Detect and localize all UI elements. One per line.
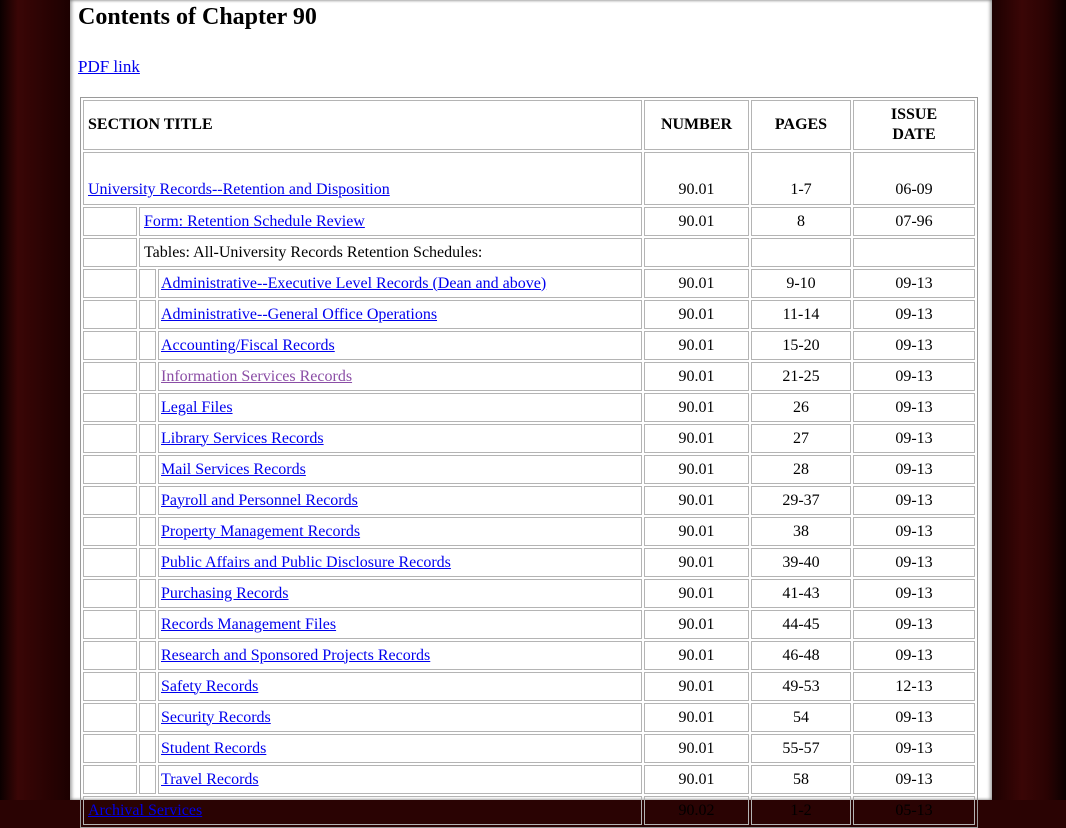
page-title: Contents of Chapter 90 [78, 4, 317, 30]
indent-cell [139, 579, 156, 608]
row-number: 90.01 [644, 517, 749, 546]
schedule-title-cell [158, 486, 642, 515]
row-date: 09-13 [853, 610, 975, 639]
table-row [83, 641, 975, 670]
schedule-title-cell [158, 703, 642, 732]
right-frame-border [992, 0, 1066, 800]
indent-cell [83, 734, 137, 763]
table-row [83, 486, 975, 515]
schedule-link[interactable]: Property Management Records [161, 522, 361, 540]
row-number: 90.01 [644, 424, 749, 453]
table-header-row [83, 100, 975, 150]
indent-cell [139, 734, 156, 763]
indent-cell [83, 548, 137, 577]
empty-cell [751, 238, 851, 267]
row-number: 90.01 [644, 703, 749, 732]
form-title-cell [139, 207, 642, 236]
row-number: 90.01 [644, 300, 749, 329]
row-date: 09-13 [853, 548, 975, 577]
schedule-link[interactable]: Safety Records [161, 677, 259, 695]
schedule-link[interactable]: Payroll and Personnel Records [161, 491, 358, 509]
table-row [83, 269, 975, 298]
indent-cell [139, 703, 156, 732]
table-row [83, 300, 975, 329]
indent-cell [83, 238, 137, 267]
indent-cell [83, 486, 137, 515]
schedule-title-cell [158, 765, 642, 794]
main-date: 06-09 [853, 152, 975, 205]
row-number: 90.01 [644, 362, 749, 391]
indent-cell [139, 610, 156, 639]
header-issue-date-line2: DATE [892, 126, 936, 143]
schedule-title-cell [158, 331, 642, 360]
row-number: 90.01 [644, 548, 749, 577]
row-number: 90.01 [644, 455, 749, 484]
contents-table [80, 97, 978, 828]
schedule-title-cell [158, 641, 642, 670]
cut-row-date: 05-13 [853, 796, 975, 825]
table-row [83, 579, 975, 608]
schedule-title-cell [158, 672, 642, 701]
table-row [83, 765, 975, 794]
row-pages: 28 [751, 455, 851, 484]
archival-title-cell [83, 796, 642, 825]
row-pages: 21-25 [751, 362, 851, 391]
indent-cell [139, 548, 156, 577]
row-pages: 15-20 [751, 331, 851, 360]
tables-label: Tables: All-University Records Retention Schedules: [139, 238, 642, 267]
table-row [83, 610, 975, 639]
header-issue-date [853, 100, 975, 150]
form-link[interactable]: Form: Retention Schedule Review [144, 212, 365, 230]
left-frame-border [0, 0, 70, 800]
table-row [83, 672, 975, 701]
row-pages: 46-48 [751, 641, 851, 670]
row-number: 90.01 [644, 672, 749, 701]
table-row [83, 424, 975, 453]
indent-cell [139, 362, 156, 391]
indent-cell [83, 703, 137, 732]
row-number: 90.01 [644, 331, 749, 360]
table-row [83, 393, 975, 422]
row-pages: 9-10 [751, 269, 851, 298]
main-pages: 1-7 [751, 152, 851, 205]
indent-cell [139, 517, 156, 546]
main-number: 90.01 [644, 152, 749, 205]
schedule-link[interactable]: Accounting/Fiscal Records [161, 336, 335, 354]
form-pages: 8 [751, 207, 851, 236]
cut-row-pages: 1-2 [751, 796, 851, 825]
schedule-link[interactable]: Student Records [161, 739, 267, 757]
row-pages: 27 [751, 424, 851, 453]
indent-cell [139, 424, 156, 453]
row-date: 09-13 [853, 300, 975, 329]
indent-cell [83, 207, 137, 236]
indent-cell [83, 300, 137, 329]
row-number: 90.01 [644, 486, 749, 515]
row-date: 09-13 [853, 393, 975, 422]
table-row-form [83, 207, 975, 236]
indent-cell [83, 362, 137, 391]
indent-cell [83, 393, 137, 422]
row-date: 12-13 [853, 672, 975, 701]
table-row [83, 517, 975, 546]
indent-cell [83, 641, 137, 670]
table-row-main [83, 152, 975, 205]
row-date: 09-13 [853, 517, 975, 546]
row-number: 90.01 [644, 269, 749, 298]
row-number: 90.01 [644, 765, 749, 794]
indent-cell [139, 269, 156, 298]
schedule-link[interactable]: Travel Records [161, 770, 259, 788]
row-date: 09-13 [853, 486, 975, 515]
row-number: 90.01 [644, 579, 749, 608]
empty-cell [853, 238, 975, 267]
row-date: 09-13 [853, 734, 975, 763]
row-pages: 55-57 [751, 734, 851, 763]
indent-cell [139, 393, 156, 422]
indent-cell [139, 300, 156, 329]
row-date: 09-13 [853, 331, 975, 360]
table-row [83, 734, 975, 763]
row-date: 09-13 [853, 269, 975, 298]
indent-cell [139, 486, 156, 515]
schedule-link[interactable]: Information Services Records [161, 367, 353, 385]
row-pages: 26 [751, 393, 851, 422]
schedule-link[interactable]: Administrative--General Office Operations [161, 305, 438, 323]
cut-row-number: 90.02 [644, 796, 749, 825]
indent-cell [83, 765, 137, 794]
schedule-title-cell [158, 548, 642, 577]
row-pages: 39-40 [751, 548, 851, 577]
schedule-title-cell [158, 300, 642, 329]
schedule-link[interactable]: Purchasing Records [161, 584, 289, 602]
schedule-link[interactable]: Research and Sponsored Projects Records [161, 646, 431, 664]
indent-cell [139, 765, 156, 794]
schedule-link[interactable]: Records Management Files [161, 615, 337, 633]
indent-cell [83, 517, 137, 546]
form-number: 90.01 [644, 207, 749, 236]
schedule-link[interactable]: Library Services Records [161, 429, 324, 447]
row-number: 90.01 [644, 734, 749, 763]
table-row [83, 362, 975, 391]
table-row-cut [83, 796, 975, 825]
indent-cell [83, 610, 137, 639]
schedule-title-cell [158, 393, 642, 422]
row-date: 09-13 [853, 455, 975, 484]
table-row [83, 331, 975, 360]
table-row [83, 548, 975, 577]
header-section-title: SECTION TITLE [83, 100, 642, 150]
schedule-title-cell [158, 734, 642, 763]
schedule-link[interactable]: Administrative--Executive Level Records (Dean and above) [161, 274, 547, 292]
empty-cell [644, 238, 749, 267]
indent-cell [83, 455, 137, 484]
header-issue-date-line1: ISSUE [890, 106, 938, 123]
row-number: 90.01 [644, 641, 749, 670]
main-title-cell [83, 152, 642, 205]
schedule-title-cell [158, 517, 642, 546]
schedule-title-cell [158, 579, 642, 608]
row-date: 09-13 [853, 641, 975, 670]
row-pages: 29-37 [751, 486, 851, 515]
row-number: 90.01 [644, 610, 749, 639]
indent-cell [139, 672, 156, 701]
row-pages: 38 [751, 517, 851, 546]
indent-cell [139, 455, 156, 484]
row-date: 09-13 [853, 703, 975, 732]
row-pages: 44-45 [751, 610, 851, 639]
pdf-link[interactable]: PDF link [78, 57, 140, 76]
row-date: 09-13 [853, 362, 975, 391]
row-pages: 49-53 [751, 672, 851, 701]
schedule-title-cell [158, 424, 642, 453]
schedule-title-cell [158, 455, 642, 484]
schedule-title-cell [158, 362, 642, 391]
indent-cell [139, 641, 156, 670]
main-section-link[interactable]: University Records--Retention and Disposition [88, 181, 390, 198]
schedule-title-cell [158, 610, 642, 639]
indent-cell [83, 331, 137, 360]
row-date: 09-13 [853, 579, 975, 608]
indent-cell [83, 579, 137, 608]
row-date: 09-13 [853, 424, 975, 453]
schedule-link[interactable]: Public Affairs and Public Disclosure Records [161, 553, 451, 571]
indent-cell [83, 672, 137, 701]
row-pages: 41-43 [751, 579, 851, 608]
form-date: 07-96 [853, 207, 975, 236]
header-pages: PAGES [751, 100, 851, 150]
row-date: 09-13 [853, 765, 975, 794]
archival-link[interactable]: Archival Services [88, 801, 203, 819]
row-pages: 11-14 [751, 300, 851, 329]
row-number: 90.01 [644, 393, 749, 422]
schedule-link[interactable]: Legal Files [161, 398, 233, 416]
table-row [83, 455, 975, 484]
indent-cell [139, 331, 156, 360]
document-page [70, 0, 992, 819]
schedule-link[interactable]: Mail Services Records [161, 460, 306, 478]
header-number: NUMBER [644, 100, 749, 150]
schedule-title-cell [158, 269, 642, 298]
indent-cell [83, 424, 137, 453]
table-row [83, 703, 975, 732]
table-row-tables-label [83, 238, 975, 267]
row-pages: 54 [751, 703, 851, 732]
indent-cell [83, 269, 137, 298]
row-pages: 58 [751, 765, 851, 794]
schedule-link[interactable]: Security Records [161, 708, 271, 726]
